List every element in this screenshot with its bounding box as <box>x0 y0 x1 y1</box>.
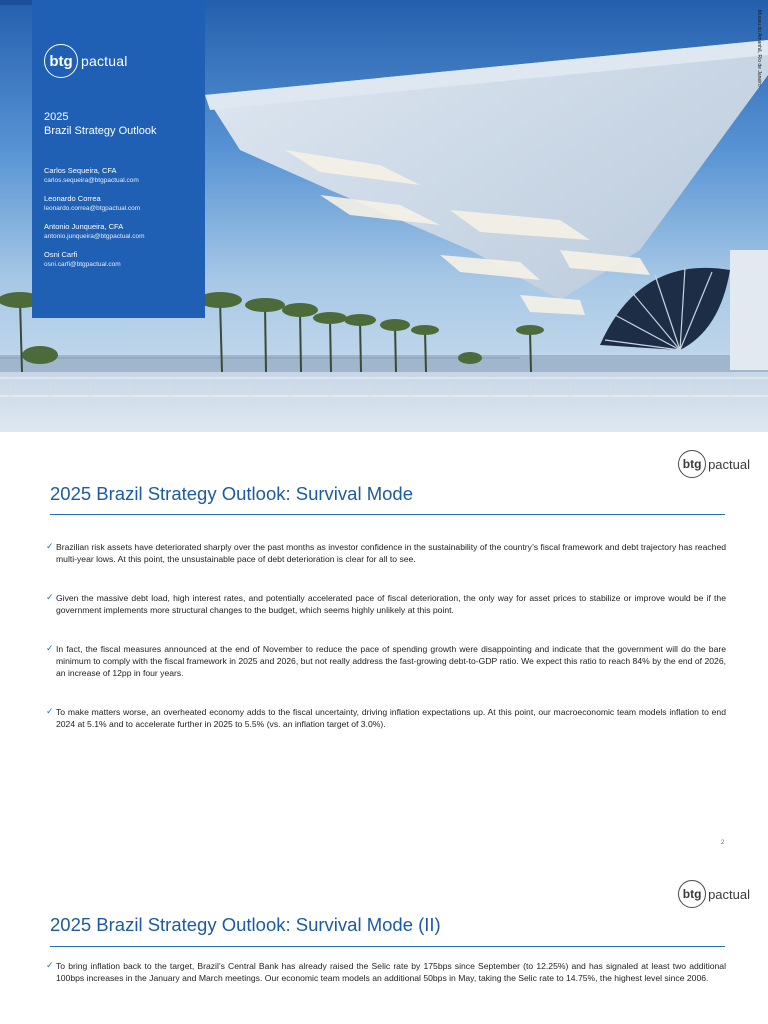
author-email[interactable]: leonardo.correa@btgpactual.com <box>44 205 141 212</box>
btg-pactual-logo <box>678 450 750 478</box>
page-survival-mode <box>0 432 768 864</box>
page-title: 2025 Brazil Strategy Outlook: Survival Mode (II) <box>50 914 441 935</box>
bullet-text: To make matters worse, an overheated economy adds to the fiscal uncertainty, driving inflation expectations up. At this point, our macroeconomic team models inflation to end 2024 at 5.1% and to accelerate further in 2025 to 5.5% (vs. an inflation target of 3.0%). <box>56 706 726 730</box>
bullet-text: Brazilian risk assets have deteriorated sharply over the past months as investor confidence in the sustainability of the country’s fiscal framework and debt trajectory has reached multi-year lows. At this point, the unsustainable pace of debt deterioration is clear for all to see. <box>56 542 726 565</box>
logo-word: pactual <box>708 886 750 902</box>
logo-mark: btg <box>678 450 706 478</box>
cover-page <box>0 0 768 432</box>
author-name: Osni Carfi <box>44 250 78 259</box>
author-email[interactable]: osni.carfi@btgpactual.com <box>44 261 121 268</box>
bullet-list <box>46 960 726 1011</box>
title-divider <box>50 946 725 947</box>
checkmark-icon: ✓ <box>46 591 54 602</box>
author <box>44 250 145 269</box>
checkmark-icon: ✓ <box>46 541 54 551</box>
author-email[interactable]: carlos.sequeira@btgpactual.com <box>44 177 139 184</box>
page-title: 2025 Brazil Strategy Outlook: Survival Mode <box>50 483 413 504</box>
author <box>44 222 145 241</box>
author-email[interactable]: antonio.junqueira@btgpactual.com <box>44 233 145 240</box>
btg-pactual-logo <box>678 880 750 908</box>
author-name: Leonardo Correa <box>44 194 101 203</box>
logo-word: pactual <box>81 53 128 69</box>
bullet-text: In fact, the fiscal measures announced at the end of November to reduce the pace of spending growth were disappointing and indicate that the government will do the bare minimum to comply with the fiscal framework in 2025 and 2026, but not really address the fast-growing debt-to-GDP ratio. We expect this ratio to reach 84% by the end of 2026, an increase of 12pp in four years. <box>56 643 726 679</box>
bullet-item <box>46 960 726 985</box>
title-divider <box>50 514 725 515</box>
photo-credit: Museu do Amanhã, Rio de Janeiro <box>756 10 762 87</box>
bullet-item <box>46 706 726 731</box>
bullet-item <box>46 592 726 617</box>
bullet-item <box>46 643 726 680</box>
logo-mark: btg <box>678 880 706 908</box>
page-number: 2 <box>721 840 725 846</box>
checkmark-icon: ✓ <box>46 642 54 653</box>
author-name: Carlos Sequeira, CFA <box>44 166 117 175</box>
bullet-item <box>46 541 726 566</box>
author <box>44 166 145 185</box>
logo-word: pactual <box>708 456 750 472</box>
report-year: 2025 <box>44 111 69 123</box>
bullet-list <box>46 541 726 757</box>
report-title <box>44 110 157 138</box>
checkmark-icon: ✓ <box>46 705 54 716</box>
bullet-text: Given the massive debt load, high interest rates, and potentially accelerated pace of fiscal deterioration, the only way for asset prices to stabilize or improve would be if the government implements more structural changes to the budget, which seems highly unlikely at this point. <box>56 592 726 616</box>
cover-title-panel <box>32 0 205 318</box>
bullet-text: To bring inflation back to the target, Brazil’s Central Bank has already raised the Selic rate by 175bps since September (to 12.25%) and has signaled at least two additional 100bps increases in the January and March meetings. Our economic team models an additional 50bps in May, taking the Selic rate to 14.75%, the highest level since 2006. <box>56 961 726 984</box>
btg-pactual-logo <box>44 44 128 78</box>
checkmark-icon: ✓ <box>46 960 54 970</box>
color-bar <box>0 0 32 5</box>
logo-mark: btg <box>44 44 78 78</box>
report-name: Brazil Strategy Outlook <box>44 125 157 137</box>
author-list <box>44 166 145 278</box>
author <box>44 194 145 213</box>
author-name: Antonio Junqueira, CFA <box>44 222 124 231</box>
page-survival-mode-ii <box>0 864 768 1024</box>
